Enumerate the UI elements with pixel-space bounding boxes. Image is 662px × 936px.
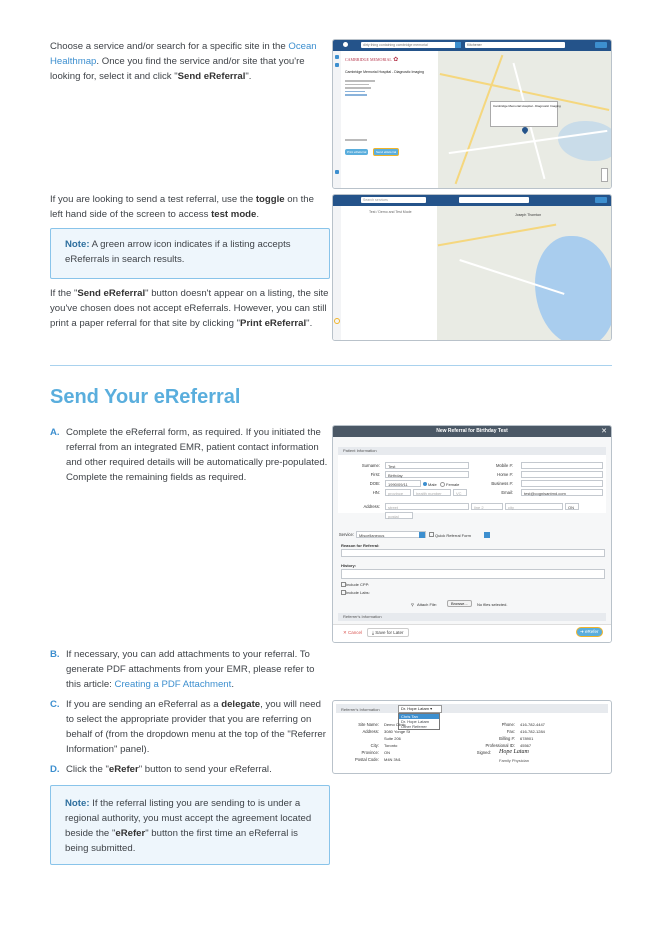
hospital-logo: CAMBRIDGE MEMORIAL ✿ bbox=[345, 57, 399, 63]
service-select[interactable]: Miscellaneous bbox=[356, 531, 426, 538]
print-ereferral-button[interactable]: Print eReferral bbox=[347, 150, 367, 154]
ocean-logo-icon bbox=[343, 42, 348, 47]
empty-listing-panel: Test / Demo and Test Mode bbox=[341, 206, 438, 340]
download-icon: ⤓ bbox=[372, 630, 376, 635]
send-arrow-icon: ➜ bbox=[580, 629, 586, 634]
test-mode-toggle[interactable] bbox=[345, 139, 371, 145]
intro-paragraph-3: If the "Send eReferral" button doesn't appear on a listing, the site you've chosen does not accept eReferrals. However, you can still print a paper referral for that site by clicking "Print eReferral". bbox=[50, 288, 329, 329]
surname-field[interactable]: Test bbox=[385, 462, 469, 469]
cancel-button[interactable]: ✕ Cancel bbox=[343, 630, 363, 635]
healthmap-toolbar-2 bbox=[333, 195, 611, 206]
location-input-2[interactable] bbox=[459, 197, 529, 203]
referrer-info-header[interactable]: Referrer's Information bbox=[338, 613, 606, 621]
location-input[interactable]: Kitchener bbox=[465, 42, 565, 48]
paperclip-icon: ⚲ bbox=[411, 602, 414, 607]
patient-info-header[interactable]: Patient Information bbox=[338, 447, 606, 455]
map-popup: Cambridge Memorial Hospital - Diagnostic Imaging bbox=[490, 101, 558, 127]
home-phone-field[interactable] bbox=[521, 471, 603, 478]
erefer-button[interactable]: ➜ eRefer bbox=[576, 627, 603, 637]
hn-province-field[interactable]: province bbox=[385, 489, 411, 496]
left-toggle-rail-2 bbox=[333, 206, 341, 340]
quick-form-dropdown-icon[interactable] bbox=[484, 532, 490, 538]
signature: Hope Latam bbox=[499, 749, 529, 755]
line2-field[interactable]: line 2 bbox=[471, 503, 503, 510]
send-ereferral-button[interactable]: Send eReferral bbox=[373, 148, 399, 156]
list-icon[interactable] bbox=[335, 63, 339, 67]
intro-paragraph-2: If you are looking to send a test referral, use the toggle on the left hand side of the screen to access test mode. bbox=[50, 194, 314, 220]
save-for-later-button[interactable]: ⤓ Save for Later bbox=[367, 628, 409, 637]
referrer-select[interactable]: Dr. Hope Latam ▾ bbox=[398, 705, 442, 713]
female-radio[interactable] bbox=[440, 482, 445, 487]
map-pin-icon[interactable] bbox=[521, 126, 529, 134]
vc-field[interactable]: VC bbox=[453, 489, 467, 496]
pdf-attachment-link[interactable]: Creating a PDF Attachment bbox=[114, 679, 232, 690]
form-title: New Referral for Birthday Test bbox=[333, 426, 611, 437]
business-phone-field[interactable] bbox=[521, 480, 603, 487]
intro-paragraph-1: Choose a service and/or search for a specific site in the Ocean Healthmap. Once you find the service and/or site that you're looking for, select it and click "Send eReferral". bbox=[50, 41, 317, 82]
filter-icon[interactable] bbox=[335, 55, 339, 59]
healthmap-toolbar bbox=[333, 40, 611, 51]
referrer-option[interactable]: Chris Tan bbox=[399, 714, 439, 719]
note-regional-authority: Note: If the referral listing you are sending to is under a regional authority, you must accept the agreement located beside the "eRefer" button the first time an eReferral is being submitted. bbox=[50, 785, 330, 865]
street-field[interactable]: street bbox=[385, 503, 469, 510]
step-a: A. Complete the eReferral form, as required. If you initiated the referral from an integrated EMR, patient contact information and other required details will be automatically pre-populated. Complete the remaining fields as required. bbox=[50, 427, 328, 483]
healthmap-screenshot bbox=[332, 39, 612, 189]
settings-icon[interactable] bbox=[335, 170, 339, 174]
postal-field[interactable]: postal bbox=[385, 512, 413, 519]
test-mode-toggle-icon[interactable] bbox=[334, 318, 340, 324]
dob-field[interactable]: 1990/09/11 bbox=[385, 480, 421, 487]
city-field[interactable]: city bbox=[505, 503, 563, 510]
male-radio[interactable] bbox=[423, 482, 427, 486]
province-field[interactable]: ON bbox=[565, 503, 579, 510]
note-green-arrow: Note: A green arrow icon indicates if a listing accepts eReferrals in search results. bbox=[50, 228, 330, 279]
map-area[interactable] bbox=[438, 51, 611, 188]
browse-button[interactable]: Browse... bbox=[447, 600, 472, 607]
ocean-healthmap-link[interactable]: Ocean Healthmap bbox=[50, 41, 317, 67]
service-dropdown-icon[interactable] bbox=[419, 532, 425, 538]
referrer-info-screenshot: Referrer's Information Dr. Hope Latam ▾ Chris Tan Dr. Hope Latam Other Referrer Site Name: Demo Clinic Address: 3080 Yonge St Suite 206 City: Toronto Province: ON Postal Code: M4N 3N1 Phone: 416-782-4447 Fax: 416-782-1284 Billing #: 678901 Professional ID: 45567 Signed: Hope Latam Family Physician bbox=[332, 700, 612, 774]
step-d: D. Click the "eRefer" button to send your eReferral. bbox=[50, 764, 272, 775]
mobile-field[interactable] bbox=[521, 462, 603, 469]
email-field[interactable]: test@cognisantmd.com bbox=[521, 489, 603, 496]
test-mode-screenshot bbox=[332, 194, 612, 341]
search-icon[interactable] bbox=[455, 42, 461, 48]
quick-form-checkbox[interactable] bbox=[429, 532, 434, 537]
ereferral-form-screenshot: New Referral for Birthday Test ✕ Patient Information Surname: Test First: Birthday DOB: 1990/09/11 Male Female HN: province health number VC Address: street line 2 city ON postal Mobile #: Home #: Business #: Email: test@cognisantmd.com Service: Miscellaneous Quick Referral Form Reason for Referral: History: Include CPP: Include Labs: ⚲ Attach File: Browse... No files selected. Referrer's Information ✕ Cancel ⤓ Save for Later ➜ eRefer bbox=[332, 425, 612, 643]
first-name-field[interactable]: Birthday bbox=[385, 471, 469, 478]
search-button[interactable] bbox=[595, 42, 607, 48]
section-divider bbox=[50, 365, 612, 366]
health-number-field[interactable]: health number bbox=[413, 489, 451, 496]
referrer-option[interactable]: Dr. Hope Latam bbox=[401, 719, 430, 724]
map-area-2[interactable]: Joseph Thornton bbox=[437, 206, 611, 340]
service-search-input[interactable]: dirty thing containing cambridge memorial bbox=[361, 42, 456, 48]
cancel-icon: ✕ bbox=[343, 630, 349, 635]
step-b: B. If necessary, you can add attachments to your referral. To generate PDF attachments from your EMR, please refer to this article: Creating a PDF Attachment. bbox=[50, 649, 315, 690]
referrer-option[interactable]: Other Referrer bbox=[401, 724, 427, 729]
zoom-controls[interactable] bbox=[601, 168, 608, 182]
search-button-2[interactable] bbox=[595, 197, 607, 203]
step-c: C. If you are sending an eReferral as a delegate, you will need to select the appropriate provider that you are referring on behalf of (from the dropdown menu at the top of the "Referrer Information" panel). bbox=[50, 699, 326, 755]
history-field[interactable] bbox=[341, 569, 605, 579]
referrer-header: Referrer's Information Dr. Hope Latam ▾ bbox=[336, 704, 608, 713]
service-search-input-2[interactable]: Search services bbox=[361, 197, 426, 203]
reason-field[interactable] bbox=[341, 549, 605, 557]
listing-panel: CAMBRIDGE MEMORIAL ✿ Cambridge Memorial Hospital - Diagnostic Imaging Print eReferral Send eReferral bbox=[341, 51, 439, 188]
close-icon[interactable]: ✕ bbox=[601, 428, 607, 435]
section-title: Send Your eReferral bbox=[50, 386, 241, 408]
listing-details bbox=[345, 78, 379, 106]
